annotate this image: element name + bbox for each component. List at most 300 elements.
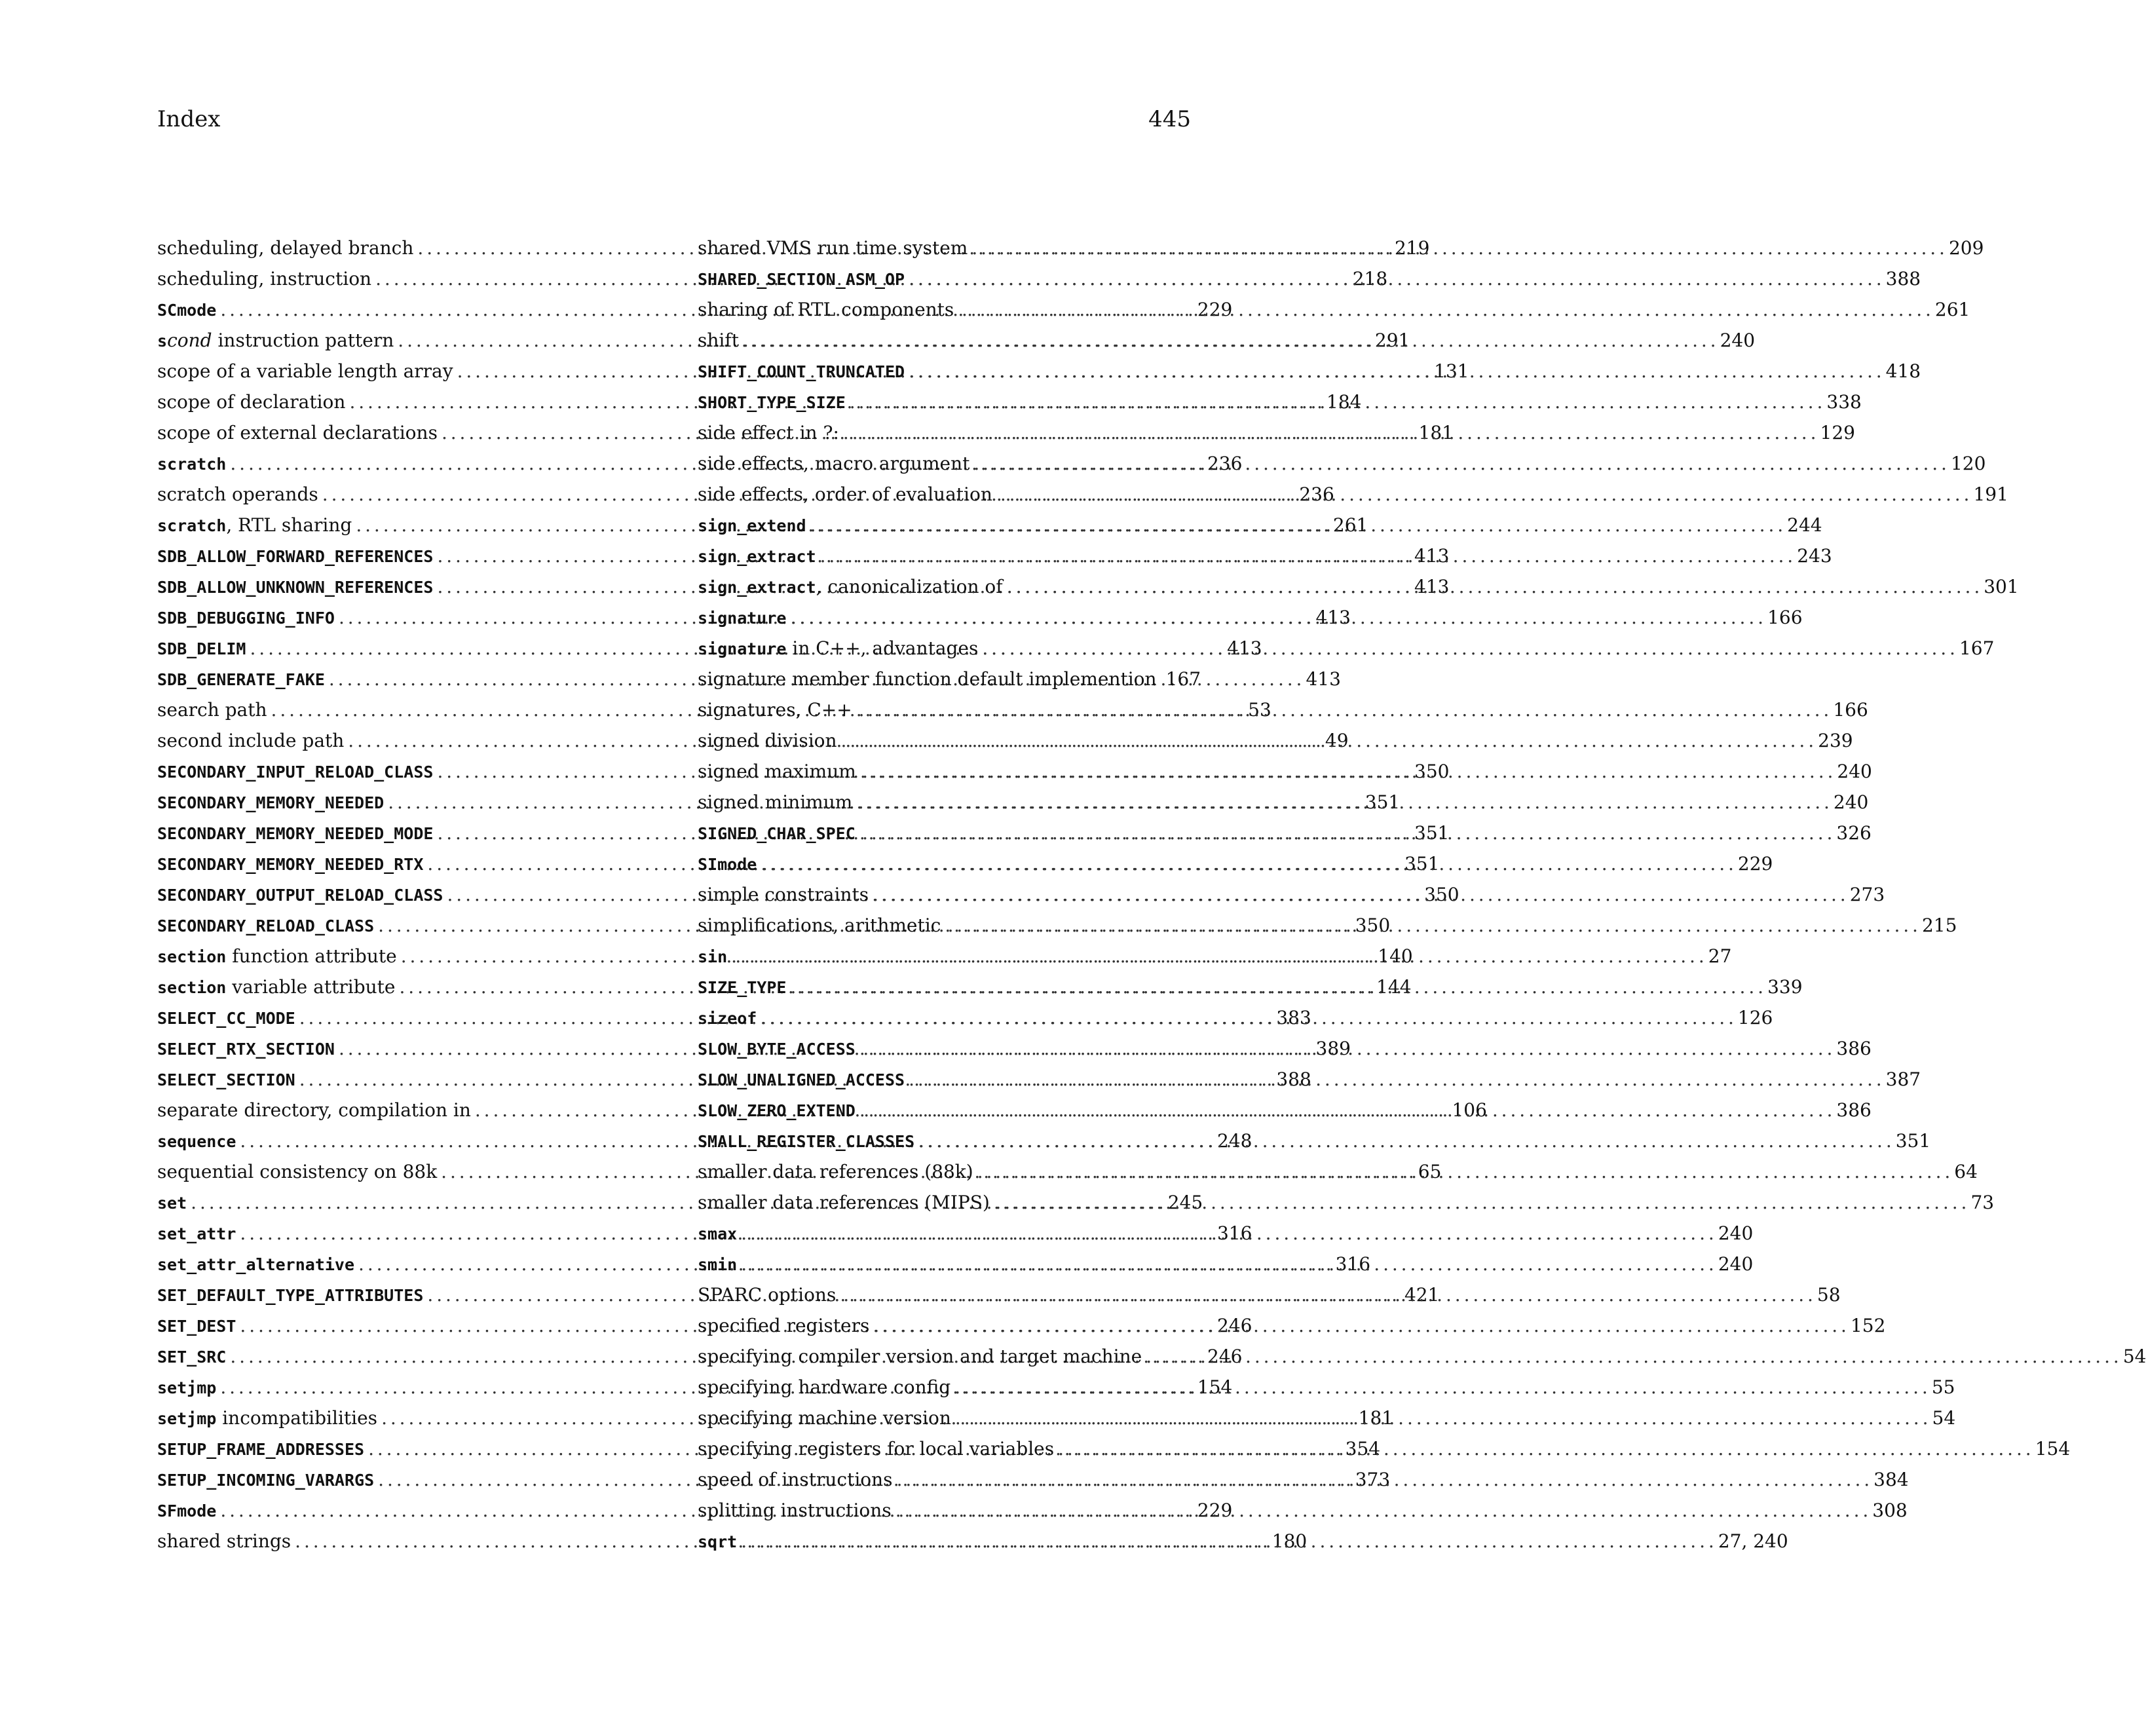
term-code: SCmode — [157, 301, 217, 320]
index-term — [698, 602, 786, 633]
page-reference: 413 — [1227, 637, 1262, 659]
term-code: setjmp — [157, 1378, 217, 1397]
page-reference: 351 — [1414, 822, 1450, 844]
page-reference: 413 — [1306, 668, 1341, 690]
term-code: SELECT_SECTION — [157, 1070, 295, 1089]
page-reference: 338 — [1826, 391, 1862, 413]
page-reference: 388 — [1276, 1068, 1311, 1090]
term-code: SECONDARY_MEMORY_NEEDED — [157, 793, 385, 812]
term-code: smax — [698, 1224, 738, 1243]
page-reference: 351 — [1365, 791, 1401, 813]
page-reference: 181 — [1418, 422, 1454, 443]
term-code: SECONDARY_MEMORY_NEEDED_MODE — [157, 824, 434, 843]
term-text: sequential consistency on 88k — [157, 1161, 438, 1182]
index-term — [157, 941, 397, 972]
dot-leader — [897, 1464, 1869, 1495]
dot-leader — [859, 818, 1832, 848]
term-text: scope of declaration — [157, 391, 346, 413]
index-term — [698, 879, 869, 910]
term-text: signature member function default implemention — [698, 668, 1157, 690]
index-term — [698, 448, 969, 479]
page-reference: 246 — [1217, 1315, 1252, 1336]
index-term — [157, 602, 335, 633]
term-code: sequence — [157, 1132, 236, 1151]
term-text: splitting instructions — [698, 1500, 892, 1521]
index-term — [698, 725, 837, 756]
dot-leader — [856, 694, 1828, 725]
dot-leader — [1058, 1433, 2030, 1464]
page-reference: 167 — [1165, 668, 1201, 690]
index-entry — [698, 664, 1201, 694]
page-reference: 301 — [1984, 576, 2019, 597]
page-reference: 373 — [1355, 1469, 1391, 1490]
term-code: section — [157, 978, 227, 997]
term-text: scheduling, instruction — [157, 268, 372, 290]
term-text: scratch operands — [157, 483, 318, 505]
page-reference: 421 — [1404, 1284, 1440, 1306]
term-code: SET_DEST — [157, 1317, 236, 1336]
term-text: second include path — [157, 730, 345, 751]
dot-leader — [909, 356, 1881, 387]
index-term — [157, 1033, 335, 1065]
page-reference: 351 — [1404, 853, 1440, 875]
dot-leader — [731, 941, 1703, 972]
term-code: SET_SRC — [157, 1348, 227, 1367]
term-code: sign_extract — [698, 578, 816, 597]
term-text: sharing of RTL components — [698, 299, 954, 320]
page-reference: 273 — [1849, 884, 1885, 905]
index-term — [698, 263, 905, 295]
term-text: shared strings — [157, 1530, 292, 1552]
dot-leader — [790, 972, 1762, 1002]
term-code: set — [157, 1194, 187, 1213]
index-term — [157, 1279, 423, 1311]
dot-leader — [859, 1033, 1832, 1064]
page-reference: 73 — [1970, 1192, 1995, 1213]
dot-leader — [1007, 571, 1979, 602]
term-text: shared VMS run time system — [698, 237, 968, 259]
term-code: section — [157, 947, 227, 966]
index-term — [698, 1156, 973, 1187]
index-term — [157, 1156, 437, 1187]
dot-leader — [743, 325, 1715, 356]
index-term — [157, 1187, 187, 1218]
page-reference: 49 — [1325, 730, 1349, 751]
running-title: Index — [157, 106, 221, 132]
term-code: SLOW_BYTE_ACCESS — [698, 1040, 856, 1059]
term-italic: cond — [167, 330, 212, 351]
page-reference: 261 — [1934, 299, 1970, 320]
page-reference: 240 — [1837, 761, 1872, 782]
term-text: simple constraints — [698, 884, 869, 905]
dot-leader — [977, 1156, 1949, 1187]
page-reference: 229 — [1197, 1500, 1233, 1521]
page-reference: 240 — [1718, 1222, 1754, 1244]
index-term — [157, 1310, 236, 1342]
dot-leader — [955, 1403, 1927, 1433]
page-reference: 351 — [1895, 1130, 1931, 1152]
page-reference: 308 — [1872, 1500, 1908, 1521]
page-reference: 53 — [1248, 699, 1271, 721]
term-code: sign_extract — [698, 547, 816, 566]
index-term — [157, 664, 325, 695]
dot-leader — [859, 1095, 1832, 1125]
term-code: SLOW_ZERO_EXTEND — [698, 1101, 856, 1120]
term-text: smaller data references (MIPS) — [698, 1192, 990, 1213]
page-reference: 152 — [1850, 1315, 1886, 1336]
page-reference: 184 — [1327, 391, 1362, 413]
dot-leader — [820, 540, 1792, 571]
page-reference: 316 — [1335, 1253, 1371, 1275]
term-text: speed of instructions — [698, 1469, 893, 1490]
term-code: SECONDARY_OUTPUT_RELOAD_CLASS — [157, 886, 443, 905]
index-term — [157, 233, 413, 263]
page-reference: 326 — [1836, 822, 1872, 844]
index-term — [698, 540, 816, 572]
page-reference: 245 — [1167, 1192, 1203, 1213]
page-reference: 384 — [1873, 1469, 1909, 1490]
page-reference: 350 — [1414, 761, 1450, 782]
page-reference: 239 — [1818, 730, 1853, 751]
page-reference: 166 — [1833, 699, 1868, 721]
term-code: SDB_DELIM — [157, 639, 246, 658]
page-reference: 140 — [1378, 945, 1413, 967]
dot-leader — [850, 387, 1822, 417]
term-text: separate directory, compilation in — [157, 1099, 471, 1121]
index-term — [698, 1002, 757, 1034]
page-reference: 386 — [1836, 1099, 1872, 1121]
index-term — [157, 972, 395, 1003]
dot-leader — [996, 479, 1968, 510]
page-reference: 129 — [1820, 422, 1855, 443]
index-term — [157, 1218, 236, 1249]
index-term — [157, 1125, 236, 1157]
index-term — [698, 1249, 737, 1280]
index-term — [698, 664, 1157, 694]
term-qualifier: function attribute — [226, 945, 397, 967]
index-term — [698, 1125, 914, 1157]
index-term — [157, 1002, 295, 1034]
index-term — [157, 1495, 216, 1526]
dot-leader — [918, 1125, 1891, 1156]
term-code: SDB_ALLOW_UNKNOWN_REFERENCES — [157, 578, 434, 597]
page-reference: 236 — [1207, 453, 1243, 474]
page-reference: 218 — [1352, 268, 1388, 290]
term-code: SLOW_UNALIGNED_ACCESS — [698, 1070, 905, 1089]
page-reference: 413 — [1414, 545, 1450, 567]
term-code: SECONDARY_RELOAD_CLASS — [157, 916, 375, 935]
term-code: SMALL_REGISTER_CLASSES — [698, 1132, 915, 1151]
page-reference: 413 — [1414, 576, 1450, 597]
index-term — [157, 1433, 364, 1465]
term-qualifier: incompatibilities — [216, 1407, 378, 1429]
page-reference: 191 — [1973, 483, 2008, 505]
index-term — [157, 848, 423, 880]
dot-leader — [741, 1218, 1713, 1249]
index-term — [698, 818, 856, 849]
index-term — [698, 1064, 905, 1095]
dot-leader — [873, 1310, 1845, 1341]
page-reference: 154 — [1197, 1376, 1233, 1398]
term-code: SDB_GENERATE_FAKE — [157, 670, 325, 689]
term-code: sqrt — [698, 1532, 738, 1551]
page-reference: 131 — [1434, 360, 1469, 382]
index-term — [157, 818, 433, 849]
term-text: side effects, order of evaluation — [698, 483, 992, 505]
page-reference: 389 — [1315, 1038, 1351, 1059]
dot-leader — [973, 448, 1946, 479]
dot-leader — [1146, 1341, 2118, 1372]
index-term — [157, 756, 433, 787]
dot-leader — [895, 1495, 1868, 1526]
term-text: signed maximum — [698, 761, 856, 782]
dot-leader — [761, 848, 1733, 879]
dot-leader — [909, 1064, 1881, 1095]
term-text: specifying hardware config — [698, 1376, 951, 1398]
term-code: SDB_DEBUGGING_INFO — [157, 609, 335, 628]
dot-leader — [982, 633, 1954, 664]
term-text: specifying machine version — [698, 1407, 951, 1429]
index-term — [698, 479, 992, 510]
page-reference: 291 — [1374, 330, 1410, 351]
page-reference: 383 — [1276, 1007, 1311, 1028]
index-term — [157, 787, 384, 818]
page-reference: 120 — [1950, 453, 1986, 474]
page-reference: 27 — [1708, 945, 1732, 967]
page-reference: 387 — [1885, 1068, 1921, 1090]
term-text: shift — [698, 330, 739, 351]
page-reference: 350 — [1355, 915, 1391, 936]
page-reference: 54 — [1932, 1407, 1956, 1429]
term-code: SImode — [698, 855, 757, 874]
page-reference: 354 — [1345, 1438, 1381, 1460]
index-term — [157, 1095, 471, 1125]
index-term — [157, 879, 443, 911]
index-term — [698, 1403, 951, 1433]
page-reference: 244 — [1787, 514, 1822, 536]
term-qualifier: , canonicalization of — [816, 576, 1003, 597]
term-text: search path — [157, 699, 267, 721]
dot-leader — [971, 233, 1944, 263]
dot-leader — [761, 1002, 1733, 1033]
index-term — [698, 417, 839, 448]
page-reference: 316 — [1217, 1222, 1252, 1244]
dot-leader — [841, 725, 1813, 756]
term-qualifier: , RTL sharing — [226, 514, 352, 536]
dot-leader — [790, 602, 1762, 633]
dot-leader — [994, 1187, 1966, 1218]
term-code: SETUP_FRAME_ADDRESSES — [157, 1440, 365, 1459]
index-term — [157, 1372, 216, 1403]
dot-leader — [958, 294, 1930, 325]
term-code: SHIFT_COUNT_TRUNCATED — [698, 362, 905, 381]
term-text: simplifications, arithmetic — [698, 915, 941, 936]
dot-leader — [860, 756, 1832, 787]
index-term — [698, 387, 846, 418]
term-code: signature — [698, 639, 787, 658]
term-text: specifying compiler version and target machine — [698, 1346, 1142, 1367]
term-qualifier: variable attribute — [226, 976, 396, 998]
page-reference: 386 — [1836, 1038, 1872, 1059]
term-code: SELECT_RTX_SECTION — [157, 1040, 335, 1059]
term-code: SET_DEFAULT_TYPE_ATTRIBUTES — [157, 1286, 424, 1305]
page-reference: 209 — [1948, 237, 1984, 259]
page-reference: 58 — [1817, 1284, 1841, 1306]
index-term — [698, 848, 757, 880]
term-code: sin — [698, 947, 728, 966]
page-reference: 55 — [1931, 1376, 1955, 1398]
term-text: side effect in ?: — [698, 422, 839, 443]
page-reference: 240 — [1720, 330, 1756, 351]
index-term — [698, 1464, 893, 1495]
index-term — [157, 725, 344, 756]
index-term — [157, 1249, 354, 1280]
index-term — [157, 387, 345, 417]
term-text: SPARC options — [698, 1284, 837, 1306]
page-reference: 243 — [1797, 545, 1832, 567]
index-term — [157, 694, 267, 725]
index-term — [157, 448, 226, 480]
page-reference: 154 — [2035, 1438, 2071, 1460]
term-code: SIGNED_CHAR_SPEC — [698, 824, 856, 843]
index-term — [157, 910, 374, 941]
term-qualifier: in C++, advantages — [786, 637, 979, 659]
term-code: SECONDARY_INPUT_RELOAD_CLASS — [157, 763, 434, 782]
index-term — [698, 294, 954, 325]
dot-leader — [741, 1249, 1713, 1279]
term-text: signed minimum — [698, 791, 853, 813]
page-reference: 248 — [1217, 1130, 1252, 1152]
index-term — [157, 633, 246, 664]
index-term — [698, 756, 856, 787]
index-term — [698, 972, 786, 1003]
term-code: SHORT_TYPE_SIZE — [698, 393, 846, 412]
index-term — [698, 1341, 1142, 1372]
term-qualifier: instruction pattern — [212, 330, 394, 351]
index-term — [698, 1095, 856, 1126]
term-code: sign_extend — [698, 516, 806, 535]
index-term — [698, 910, 941, 941]
term-code: SELECT_CC_MODE — [157, 1009, 295, 1028]
term-code: scratch — [157, 516, 227, 535]
term-code: signature — [698, 609, 787, 628]
page-reference: 167 — [1959, 637, 1995, 659]
index-term — [157, 1403, 377, 1434]
index-term — [698, 356, 905, 387]
page-reference: 240 — [1833, 791, 1869, 813]
page-reference: 144 — [1376, 976, 1412, 998]
page-reference: 229 — [1197, 299, 1233, 320]
term-code: set_attr_alternative — [157, 1255, 355, 1274]
dot-leader — [909, 263, 1881, 294]
term-code: scratch — [157, 455, 227, 474]
page-header — [157, 104, 1191, 135]
page-reference: 65 — [1418, 1161, 1442, 1182]
term-code: SHARED_SECTION_ASM_OP — [698, 270, 905, 289]
index-term — [698, 1495, 892, 1526]
page-reference: 413 — [1315, 607, 1351, 628]
term-code: SECONDARY_MEMORY_NEEDED_RTX — [157, 855, 424, 874]
dot-leader — [945, 910, 1917, 941]
term-text: scope of external declarations — [157, 422, 438, 443]
page-reference: 106 — [1452, 1099, 1487, 1121]
page-reference: 180 — [1271, 1530, 1308, 1552]
index-term — [698, 1218, 737, 1249]
page-reference: 54 — [2122, 1346, 2146, 1367]
page-reference: 246 — [1207, 1346, 1243, 1367]
page-reference: 418 — [1885, 360, 1921, 382]
term-code: s — [157, 331, 168, 350]
dot-leader — [840, 1279, 1812, 1310]
term-code: sizeof — [698, 1009, 757, 1028]
dot-leader — [843, 417, 1815, 448]
index-term — [698, 1433, 1054, 1464]
index-term — [157, 1526, 291, 1557]
term-code: SFmode — [157, 1501, 217, 1520]
page-reference: 229 — [1737, 853, 1773, 875]
page-reference: 219 — [1394, 237, 1430, 259]
page-reference: 236 — [1299, 483, 1334, 505]
page-reference: 350 — [1424, 884, 1459, 905]
dot-leader — [873, 879, 1845, 910]
index-term — [698, 787, 852, 818]
index-term — [698, 1187, 990, 1218]
index-term — [157, 325, 394, 356]
index-term — [698, 325, 739, 356]
dot-leader — [954, 1372, 1927, 1403]
index-term — [157, 294, 216, 326]
index-term — [698, 233, 968, 263]
index-term — [157, 571, 433, 603]
page-reference: 388 — [1885, 268, 1921, 290]
term-code: set_attr — [157, 1224, 236, 1243]
index-term — [698, 694, 852, 725]
index-term — [698, 1279, 836, 1310]
index-term — [157, 540, 433, 572]
index-term — [698, 1526, 737, 1557]
dot-leader — [856, 787, 1828, 818]
term-text: side effects, macro argument — [698, 453, 970, 474]
index-term — [157, 479, 318, 510]
term-code: smin — [698, 1255, 738, 1274]
index-entry — [698, 1187, 1995, 1218]
index-term — [698, 571, 1003, 603]
dot-leader — [810, 510, 1782, 540]
index-term — [698, 1372, 951, 1403]
index-term — [157, 1464, 374, 1496]
term-code: SDB_ALLOW_FORWARD_REFERENCES — [157, 547, 434, 566]
page-reference: 261 — [1332, 514, 1368, 536]
index-term — [157, 417, 438, 448]
page-reference: 166 — [1767, 607, 1803, 628]
index-term — [698, 510, 806, 541]
term-text: scheduling, delayed branch — [157, 237, 414, 259]
term-text: specifying registers for local variables — [698, 1438, 1055, 1460]
index-term — [157, 1064, 295, 1095]
page-reference: 339 — [1767, 976, 1803, 998]
index-term — [157, 510, 352, 541]
index-term — [698, 1033, 856, 1065]
index-term — [157, 356, 453, 387]
term-code: setjmp — [157, 1409, 217, 1428]
term-code: SETUP_INCOMING_VARARGS — [157, 1471, 375, 1490]
index-term — [157, 263, 371, 294]
page-reference: 215 — [1921, 915, 1957, 936]
term-code: SIZE_TYPE — [698, 978, 787, 997]
term-text: smaller data references (88k) — [698, 1161, 973, 1182]
index-term — [698, 941, 727, 972]
page-reference: 27, 240 — [1718, 1530, 1788, 1552]
